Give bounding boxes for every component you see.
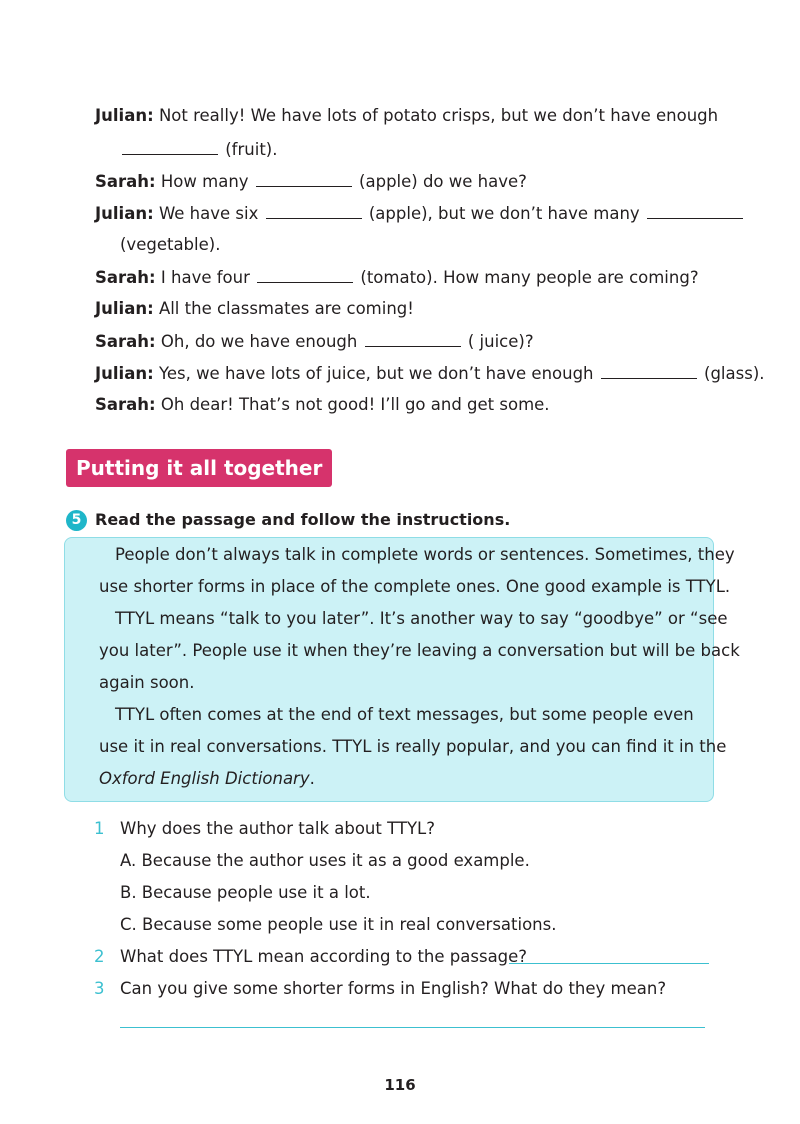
question-number: 1	[94, 819, 105, 838]
answer-line[interactable]	[509, 963, 709, 964]
section-heading: Putting it all together	[66, 449, 332, 487]
speaker: Julian:	[95, 364, 154, 383]
answer-option[interactable]: A. Because the author uses it as a good example.	[120, 851, 530, 870]
answer-option[interactable]: C. Because some people use it in real conversations.	[120, 915, 557, 934]
speaker: Julian:	[95, 204, 154, 223]
question-number: 3	[94, 979, 105, 998]
dialogue-line	[95, 330, 715, 353]
dialogue-text: Oh dear! That’s not good! I’ll go and get some.	[160, 395, 550, 414]
page-number: 116	[384, 1076, 416, 1094]
passage-line: TTYL often comes at the end of text messages, but some people even	[115, 705, 694, 724]
exercise-number-badge: 5	[66, 510, 87, 531]
passage-line: again soon.	[99, 673, 195, 692]
dialogue-text: Yes, we have lots of juice, but we don’t have enough	[158, 364, 594, 383]
dialogue-text: (glass).	[704, 364, 765, 383]
speaker: Julian:	[95, 106, 154, 125]
dialogue-text: (apple) do we have?	[359, 172, 527, 191]
dialogue-text: (apple), but we don’t have many	[368, 204, 640, 223]
question-text: What does TTYL mean according to the passage?	[120, 947, 528, 966]
answer-option[interactable]: B. Because people use it a lot.	[120, 883, 371, 902]
dialogue-text: Not really! We have lots of potato crisps, but we don’t have enough	[158, 106, 719, 125]
passage-line: use shorter forms in place of the complete ones. One good example is TTYL.	[99, 577, 731, 596]
passage-line: use it in real conversations. TTYL is really popular, and you can find it in the	[99, 737, 727, 756]
passage-line: People don’t always talk in complete words or sentences. Sometimes, they	[115, 545, 735, 564]
dialogue-text: We have six	[158, 204, 259, 223]
blank-tomato[interactable]	[257, 266, 353, 283]
passage-line: TTYL means “talk to you later”. It’s another way to say “goodbye” or “see	[115, 609, 728, 628]
dialogue-line	[95, 362, 765, 385]
exercise-instruction: Read the passage and follow the instructions.	[95, 510, 511, 529]
dialogue-line	[120, 234, 740, 256]
speaker: Sarah:	[95, 268, 156, 287]
dialogue-text: How many	[160, 172, 249, 191]
dialogue-line	[95, 298, 715, 320]
speaker: Julian:	[95, 299, 154, 318]
passage-line-end: .	[309, 769, 315, 788]
blank-juice[interactable]	[365, 330, 461, 347]
dialogue-text: All the classmates are coming!	[158, 299, 414, 318]
dialogue-text: (vegetable).	[120, 235, 221, 254]
dialogue-text: I have four	[160, 268, 250, 287]
question-text: Why does the author talk about TTYL?	[120, 819, 435, 838]
dictionary-title: Oxford English Dictionary	[99, 769, 310, 788]
dialogue-line	[95, 266, 715, 289]
dialogue-line	[120, 138, 740, 161]
dialogue-line	[95, 105, 719, 127]
blank-apple-2[interactable]	[266, 202, 362, 219]
dialogue-line	[95, 202, 715, 225]
question-text: Can you give some shorter forms in English? What do they mean?	[120, 979, 667, 998]
dialogue-line	[95, 170, 715, 193]
passage-line: you later”. People use it when they’re leaving a conversation but will be back	[99, 641, 740, 660]
speaker: Sarah:	[95, 332, 156, 351]
blank-glass[interactable]	[601, 362, 697, 379]
speaker: Sarah:	[95, 395, 156, 414]
blank-apple[interactable]	[256, 170, 352, 187]
dialogue-line	[95, 394, 715, 416]
question-number: 2	[94, 947, 105, 966]
speaker: Sarah:	[95, 172, 156, 191]
answer-line[interactable]	[120, 1027, 705, 1028]
blank-vegetable[interactable]	[647, 202, 743, 219]
dialogue-text: (tomato). How many people are coming?	[360, 268, 699, 287]
blank-fruit[interactable]	[122, 138, 218, 155]
dialogue-text: Oh, do we have enough	[160, 332, 358, 351]
dialogue-text: (fruit).	[225, 140, 278, 159]
passage-line	[99, 768, 683, 790]
dialogue-text: ( juice)?	[467, 332, 534, 351]
